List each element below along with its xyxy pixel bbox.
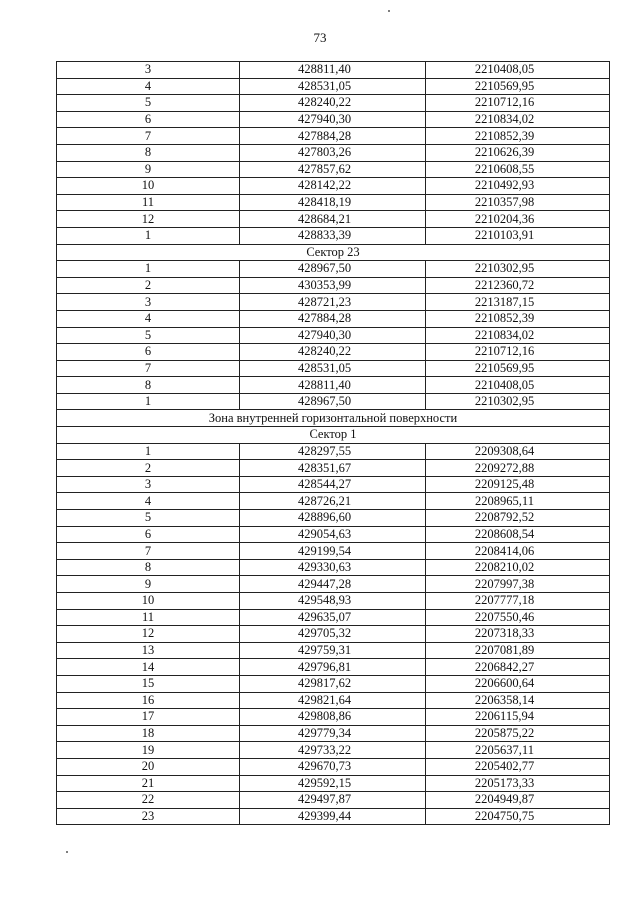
table-row — [57, 725, 610, 742]
section-heading: Зона внутренней горизонтальной поверхности — [57, 410, 610, 427]
table-row — [57, 510, 610, 527]
coordinates-table-body — [57, 62, 610, 825]
x-coordinate-cell: 428721,23 — [240, 294, 426, 311]
point-number-cell: 7 — [57, 543, 240, 560]
table-row — [57, 360, 610, 377]
table-row — [57, 659, 610, 676]
y-coordinate-cell: 2210834,02 — [426, 111, 610, 128]
point-number-cell: 3 — [57, 294, 240, 311]
point-number-cell: 4 — [57, 78, 240, 95]
y-coordinate-cell: 2204750,75 — [426, 808, 610, 825]
x-coordinate-cell: 429497,87 — [240, 792, 426, 809]
x-coordinate-cell: 429821,64 — [240, 692, 426, 709]
x-coordinate-cell: 428811,40 — [240, 377, 426, 394]
point-number-cell: 8 — [57, 377, 240, 394]
y-coordinate-cell: 2205637,11 — [426, 742, 610, 759]
y-coordinate-cell: 2205173,33 — [426, 775, 610, 792]
point-number-cell: 5 — [57, 95, 240, 112]
point-number-cell: 20 — [57, 758, 240, 775]
page-number: 73 — [313, 30, 327, 45]
point-number-cell: 6 — [57, 526, 240, 543]
x-coordinate-cell: 428967,50 — [240, 393, 426, 410]
section-row — [57, 410, 610, 427]
y-coordinate-cell: 2205402,77 — [426, 758, 610, 775]
x-coordinate-cell: 428351,67 — [240, 460, 426, 477]
table-row — [57, 261, 610, 278]
table-row — [57, 559, 610, 576]
point-number-cell: 9 — [57, 161, 240, 178]
point-number-cell: 14 — [57, 659, 240, 676]
y-coordinate-cell: 2210712,16 — [426, 95, 610, 112]
x-coordinate-cell: 429759,31 — [240, 642, 426, 659]
y-coordinate-cell: 2207777,18 — [426, 593, 610, 610]
x-coordinate-cell: 428531,05 — [240, 360, 426, 377]
table-row — [57, 310, 610, 327]
table-row — [57, 593, 610, 610]
y-coordinate-cell: 2210408,05 — [426, 62, 610, 79]
x-coordinate-cell: 427940,30 — [240, 111, 426, 128]
y-coordinate-cell: 2208414,06 — [426, 543, 610, 560]
x-coordinate-cell: 428833,39 — [240, 227, 426, 244]
table-row — [57, 95, 610, 112]
x-coordinate-cell: 428684,21 — [240, 211, 426, 228]
y-coordinate-cell: 2207997,38 — [426, 576, 610, 593]
point-number-cell: 6 — [57, 344, 240, 361]
y-coordinate-cell: 2210302,95 — [426, 393, 610, 410]
x-coordinate-cell: 427884,28 — [240, 310, 426, 327]
y-coordinate-cell: 2210852,39 — [426, 310, 610, 327]
y-coordinate-cell: 2206358,14 — [426, 692, 610, 709]
section-row — [57, 427, 610, 444]
table-row — [57, 460, 610, 477]
x-coordinate-cell: 429548,93 — [240, 593, 426, 610]
point-number-cell: 21 — [57, 775, 240, 792]
point-number-cell: 12 — [57, 211, 240, 228]
table-row — [57, 576, 610, 593]
table-row — [57, 111, 610, 128]
table-row — [57, 393, 610, 410]
table-row — [57, 609, 610, 626]
point-number-cell: 3 — [57, 476, 240, 493]
table-row — [57, 277, 610, 294]
table-row — [57, 211, 610, 228]
x-coordinate-cell: 428726,21 — [240, 493, 426, 510]
y-coordinate-cell: 2204949,87 — [426, 792, 610, 809]
table-row — [57, 144, 610, 161]
table-row — [57, 344, 610, 361]
point-number-cell: 6 — [57, 111, 240, 128]
y-coordinate-cell: 2205875,22 — [426, 725, 610, 742]
y-coordinate-cell: 2208965,11 — [426, 493, 610, 510]
section-heading: Сектор 23 — [57, 244, 610, 261]
point-number-cell: 12 — [57, 626, 240, 643]
x-coordinate-cell: 429670,73 — [240, 758, 426, 775]
table-row — [57, 642, 610, 659]
y-coordinate-cell: 2210492,93 — [426, 178, 610, 195]
y-coordinate-cell: 2213187,15 — [426, 294, 610, 311]
point-number-cell: 5 — [57, 327, 240, 344]
y-coordinate-cell: 2206600,64 — [426, 675, 610, 692]
point-number-cell: 22 — [57, 792, 240, 809]
point-number-cell: 13 — [57, 642, 240, 659]
y-coordinate-cell: 2210569,95 — [426, 360, 610, 377]
x-coordinate-cell: 429705,32 — [240, 626, 426, 643]
y-coordinate-cell: 2210204,36 — [426, 211, 610, 228]
x-coordinate-cell: 429592,15 — [240, 775, 426, 792]
x-coordinate-cell: 429447,28 — [240, 576, 426, 593]
x-coordinate-cell: 430353,99 — [240, 277, 426, 294]
x-coordinate-cell: 429399,44 — [240, 808, 426, 825]
x-coordinate-cell: 429779,34 — [240, 725, 426, 742]
x-coordinate-cell: 429796,81 — [240, 659, 426, 676]
table-row — [57, 709, 610, 726]
table-row — [57, 758, 610, 775]
table-row — [57, 178, 610, 195]
y-coordinate-cell: 2206842,27 — [426, 659, 610, 676]
x-coordinate-cell: 428240,22 — [240, 95, 426, 112]
point-number-cell: 3 — [57, 62, 240, 79]
table-row — [57, 227, 610, 244]
point-number-cell: 2 — [57, 277, 240, 294]
y-coordinate-cell: 2206115,94 — [426, 709, 610, 726]
table-row — [57, 377, 610, 394]
x-coordinate-cell: 429054,63 — [240, 526, 426, 543]
point-number-cell: 1 — [57, 443, 240, 460]
y-coordinate-cell: 2210852,39 — [426, 128, 610, 145]
y-coordinate-cell: 2212360,72 — [426, 277, 610, 294]
point-number-cell: 15 — [57, 675, 240, 692]
x-coordinate-cell: 428544,27 — [240, 476, 426, 493]
y-coordinate-cell: 2210834,02 — [426, 327, 610, 344]
point-number-cell: 4 — [57, 493, 240, 510]
y-coordinate-cell: 2210569,95 — [426, 78, 610, 95]
y-coordinate-cell: 2210302,95 — [426, 261, 610, 278]
point-number-cell: 4 — [57, 310, 240, 327]
x-coordinate-cell: 427884,28 — [240, 128, 426, 145]
point-number-cell: 10 — [57, 593, 240, 610]
y-coordinate-cell: 2210103,91 — [426, 227, 610, 244]
table-row — [57, 808, 610, 825]
point-number-cell: 8 — [57, 144, 240, 161]
x-coordinate-cell: 427940,30 — [240, 327, 426, 344]
table-row — [57, 194, 610, 211]
scan-speck — [388, 10, 390, 12]
y-coordinate-cell: 2208608,54 — [426, 526, 610, 543]
x-coordinate-cell: 428531,05 — [240, 78, 426, 95]
x-coordinate-cell: 428896,60 — [240, 510, 426, 527]
point-number-cell: 16 — [57, 692, 240, 709]
point-number-cell: 17 — [57, 709, 240, 726]
point-number-cell: 11 — [57, 609, 240, 626]
point-number-cell: 8 — [57, 559, 240, 576]
point-number-cell: 9 — [57, 576, 240, 593]
table-row — [57, 742, 610, 759]
point-number-cell: 23 — [57, 808, 240, 825]
y-coordinate-cell: 2207081,89 — [426, 642, 610, 659]
table-row — [57, 493, 610, 510]
point-number-cell: 11 — [57, 194, 240, 211]
y-coordinate-cell: 2207318,33 — [426, 626, 610, 643]
x-coordinate-cell: 429199,54 — [240, 543, 426, 560]
point-number-cell: 7 — [57, 128, 240, 145]
table-row — [57, 128, 610, 145]
x-coordinate-cell: 428811,40 — [240, 62, 426, 79]
x-coordinate-cell: 429808,86 — [240, 709, 426, 726]
x-coordinate-cell: 427857,62 — [240, 161, 426, 178]
table-row — [57, 526, 610, 543]
scan-speck — [66, 851, 68, 853]
y-coordinate-cell: 2210608,55 — [426, 161, 610, 178]
x-coordinate-cell: 427803,26 — [240, 144, 426, 161]
point-number-cell: 1 — [57, 227, 240, 244]
x-coordinate-cell: 429635,07 — [240, 609, 426, 626]
y-coordinate-cell: 2210408,05 — [426, 377, 610, 394]
point-number-cell: 18 — [57, 725, 240, 742]
table-row — [57, 792, 610, 809]
table-row — [57, 62, 610, 79]
y-coordinate-cell: 2209125,48 — [426, 476, 610, 493]
x-coordinate-cell: 428240,22 — [240, 344, 426, 361]
y-coordinate-cell: 2208792,52 — [426, 510, 610, 527]
x-coordinate-cell: 428418,19 — [240, 194, 426, 211]
table-row — [57, 675, 610, 692]
x-coordinate-cell: 429733,22 — [240, 742, 426, 759]
x-coordinate-cell: 428142,22 — [240, 178, 426, 195]
x-coordinate-cell: 428967,50 — [240, 261, 426, 278]
table-row — [57, 476, 610, 493]
y-coordinate-cell: 2208210,02 — [426, 559, 610, 576]
section-heading: Сектор 1 — [57, 427, 610, 444]
point-number-cell: 5 — [57, 510, 240, 527]
y-coordinate-cell: 2210712,16 — [426, 344, 610, 361]
coordinates-table — [56, 61, 610, 825]
table-row — [57, 78, 610, 95]
table-row — [57, 626, 610, 643]
y-coordinate-cell: 2210626,39 — [426, 144, 610, 161]
section-row — [57, 244, 610, 261]
table-row — [57, 443, 610, 460]
point-number-cell: 19 — [57, 742, 240, 759]
y-coordinate-cell: 2207550,46 — [426, 609, 610, 626]
point-number-cell: 2 — [57, 460, 240, 477]
table-row — [57, 294, 610, 311]
point-number-cell: 1 — [57, 261, 240, 278]
point-number-cell: 1 — [57, 393, 240, 410]
table-row — [57, 543, 610, 560]
point-number-cell: 10 — [57, 178, 240, 195]
table-row — [57, 327, 610, 344]
x-coordinate-cell: 429817,62 — [240, 675, 426, 692]
table-row — [57, 692, 610, 709]
y-coordinate-cell: 2210357,98 — [426, 194, 610, 211]
y-coordinate-cell: 2209272,88 — [426, 460, 610, 477]
table-row — [57, 161, 610, 178]
x-coordinate-cell: 428297,55 — [240, 443, 426, 460]
table-row — [57, 775, 610, 792]
x-coordinate-cell: 429330,63 — [240, 559, 426, 576]
point-number-cell: 7 — [57, 360, 240, 377]
y-coordinate-cell: 2209308,64 — [426, 443, 610, 460]
